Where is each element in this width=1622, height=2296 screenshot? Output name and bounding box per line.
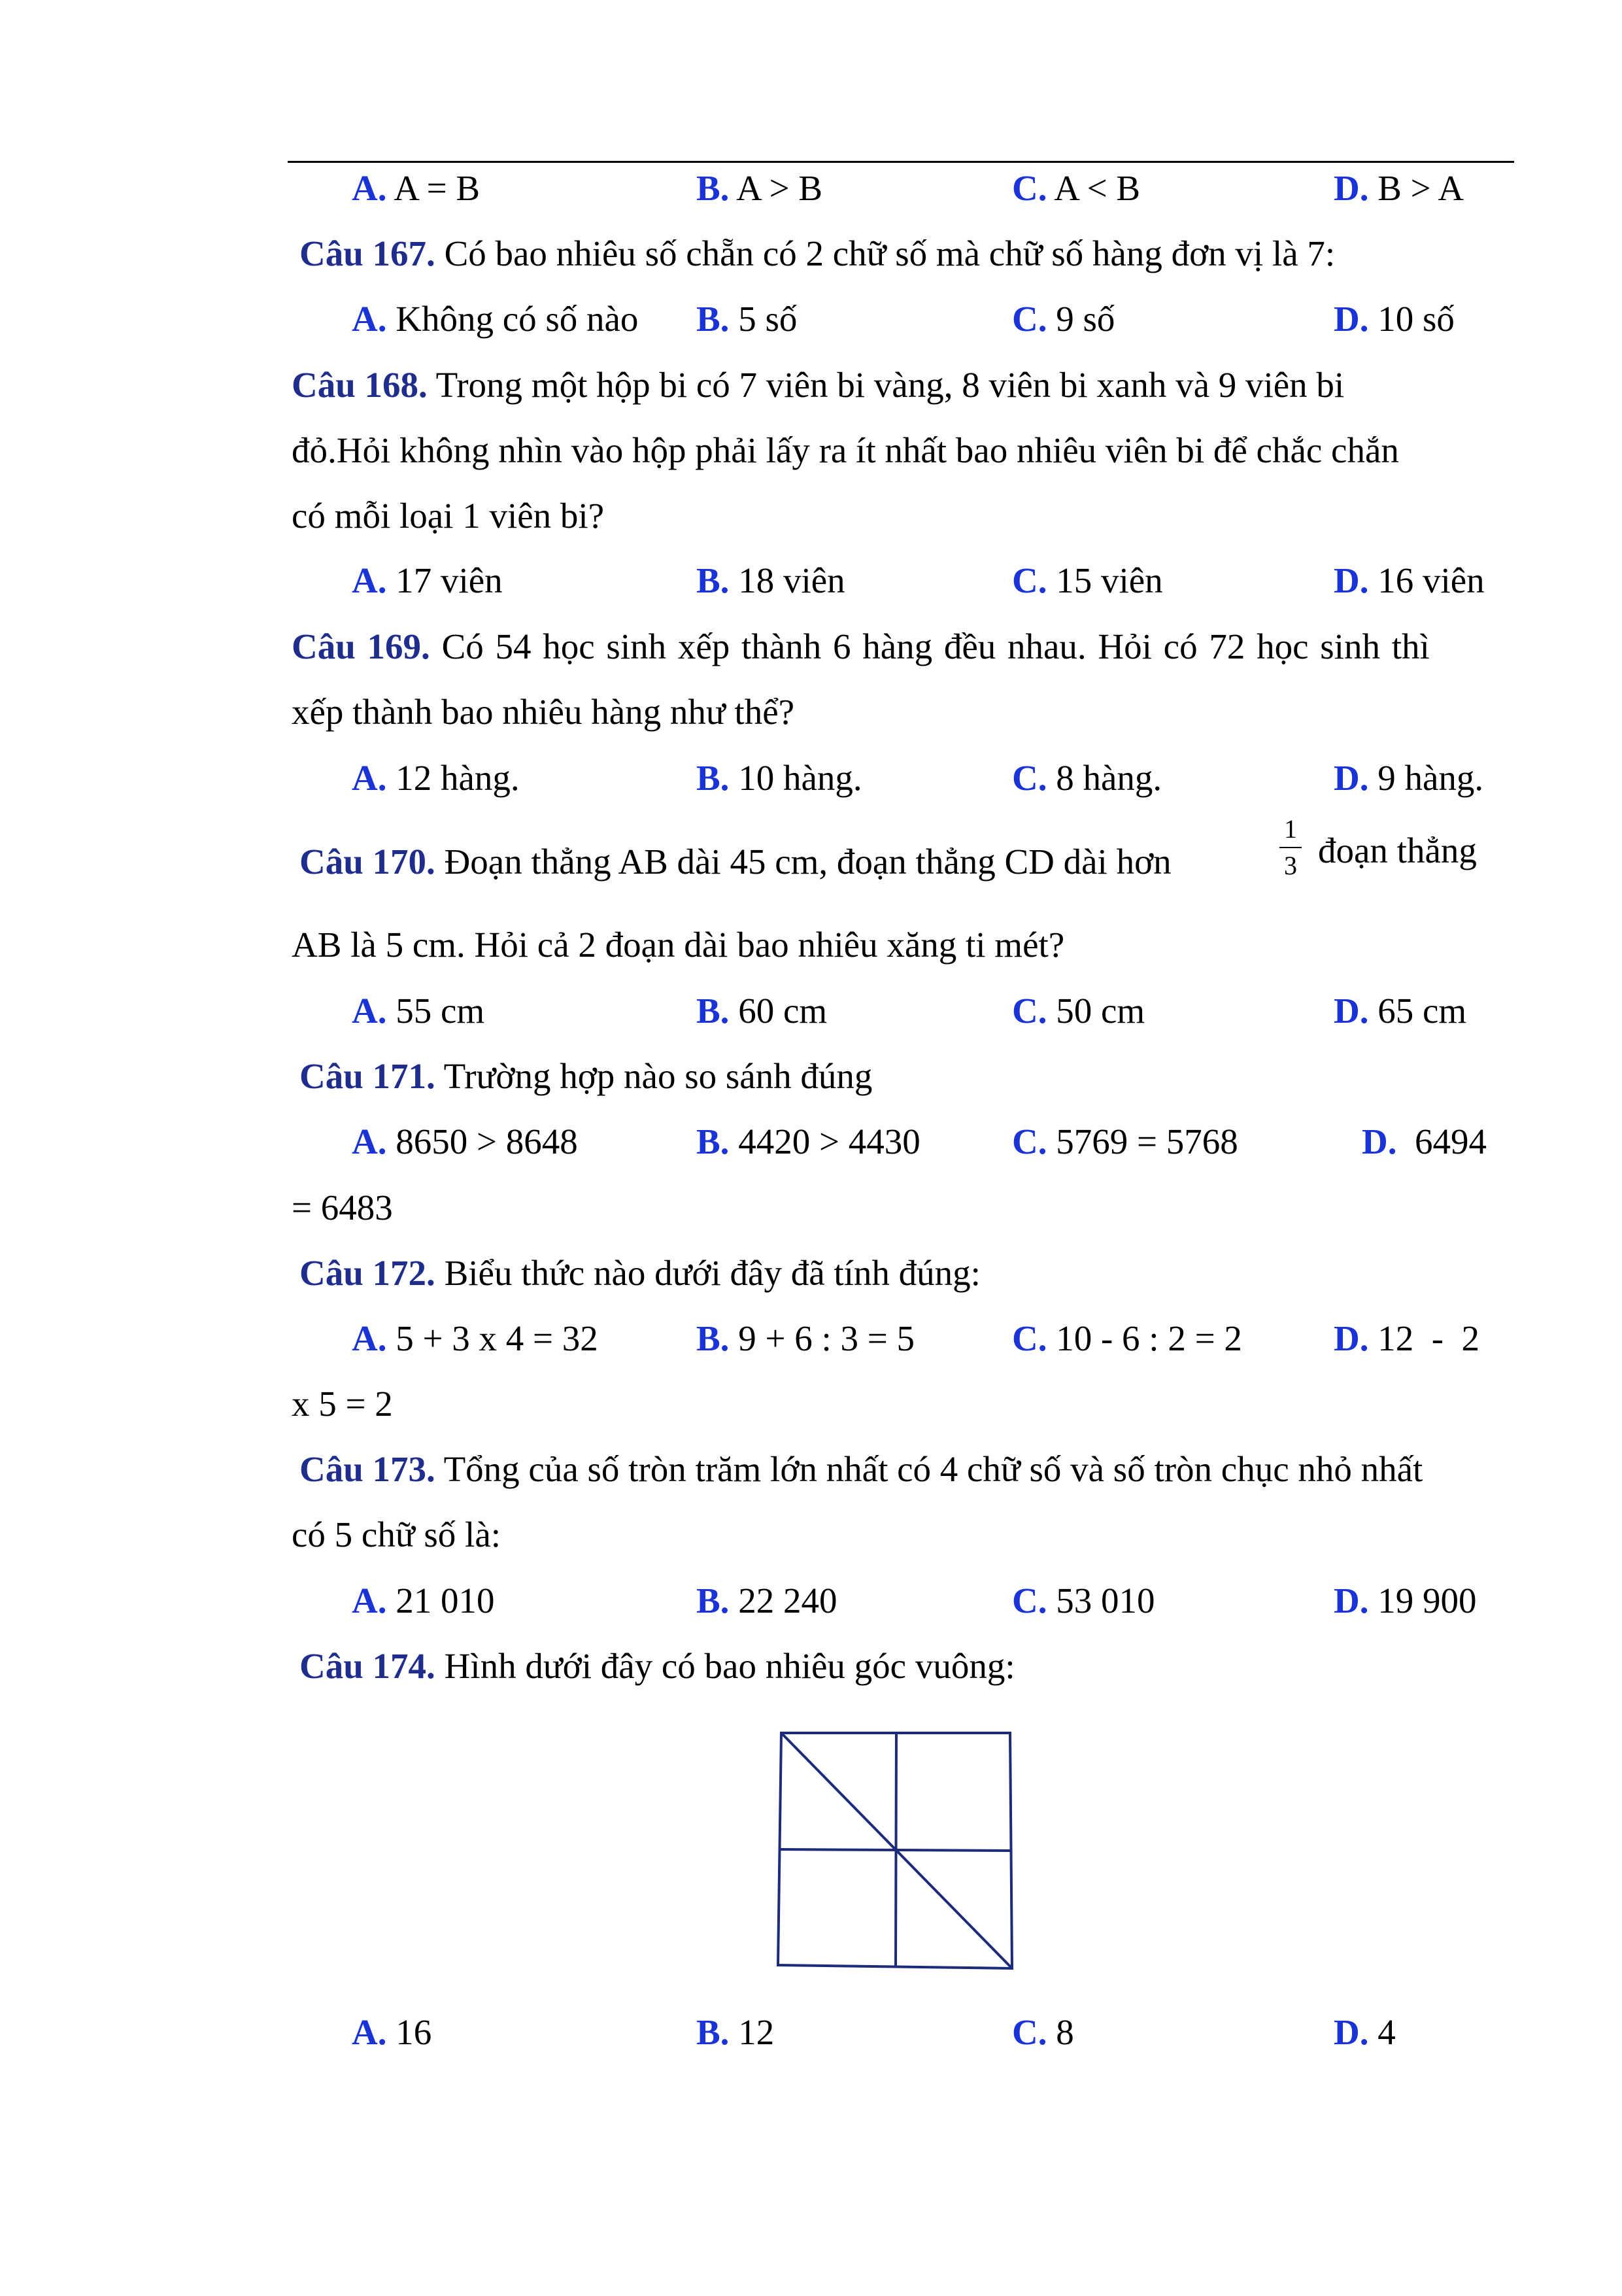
question-170-line2: AB là 5 cm. Hỏi cả 2 đoạn dài bao nhiêu xăng ti mét? [292,925,1065,965]
q174-option-c: C. 8 [1012,2012,1074,2052]
q171-option-d: D. 6494 [1362,1122,1487,1161]
q168-option-d: D. 16 viên [1334,560,1485,600]
q168-option-b: B. 18 viên [696,560,845,600]
q174-option-d: D. 4 [1334,2012,1396,2052]
prev-option-a: A. A = B [352,168,481,208]
q168-option-c: C. 15 viên [1012,560,1163,600]
q171-option-c: C. 5769 = 5768 [1012,1122,1238,1161]
q169-option-d: D. 9 hàng. [1334,758,1484,798]
q172-option-b: B. 9 + 6 : 3 = 5 [696,1318,915,1358]
q167-option-c: C. 9 số [1012,299,1115,339]
question-170-after-fraction: đoạn thẳng [1318,831,1477,870]
q168-option-a: A. 17 viên [352,560,503,600]
fraction-one-third [1276,814,1305,881]
q173-option-c: C. 53 010 [1012,1581,1155,1620]
fraction-denominator: 3 [1284,851,1297,880]
q167-option-d: D. 10 số [1334,299,1455,339]
square-grid-figure [771,1726,1020,1975]
prev-option-b: B. A > B [696,168,823,208]
q170-option-a: A. 55 cm [352,991,485,1031]
q170-option-c: C. 50 cm [1012,991,1145,1031]
question-172: Câu 172. Biểu thức nào dưới đây đã tính đúng: [299,1253,981,1293]
q171-option-b: B. 4420 > 4430 [696,1122,921,1161]
q170-option-b: B. 60 cm [696,991,828,1031]
question-167: Câu 167. Có bao nhiêu số chẵn có 2 chữ số mà chữ số hàng đơn vị là 7: [299,233,1336,273]
question-169: Câu 169. Có 54 học sinh xếp thành 6 hàng đều nhau. Hỏi có 72 học sinh thì [292,626,1430,666]
q169-option-a: A. 12 hàng. [352,758,520,798]
question-173-line2: có 5 chữ số là: [292,1515,501,1554]
q173-option-a: A. 21 010 [352,1581,495,1620]
fraction-numerator: 1 [1284,814,1297,844]
q171-option-d-continued: = 6483 [292,1188,393,1227]
q170-option-d: D. 65 cm [1334,991,1467,1031]
prev-option-c: C. A < B [1012,168,1141,208]
q173-option-d: D. 19 900 [1334,1581,1477,1620]
q173-option-b: B. 22 240 [696,1581,837,1620]
q167-option-b: B. 5 số [696,299,798,339]
q174-option-a: A. 16 [352,2012,432,2052]
question-168-line2: đỏ.Hỏi không nhìn vào hộp phải lấy ra ít nhất bao nhiêu viên bi để chắc chắn [292,430,1399,470]
question-168: Câu 168. Trong một hộp bi có 7 viên bi vàng, 8 viên bi xanh và 9 viên bi [292,365,1345,405]
q172-option-d-continued: x 5 = 2 [292,1384,393,1424]
question-168-line3: có mỗi loại 1 viên bi? [292,496,605,536]
q172-option-d: D. 12 - 2 [1334,1318,1480,1358]
q167-option-a: A. Không có số nào [352,299,639,339]
q171-option-a: A. 8650 > 8648 [352,1122,578,1161]
header-rule [288,161,1514,163]
q169-option-c: C. 8 hàng. [1012,758,1162,798]
question-170: Câu 170. Đoạn thẳng AB dài 45 cm, đoạn thẳng CD dài hơn [299,842,1172,882]
q172-option-a: A. 5 + 3 x 4 = 32 [352,1318,598,1358]
question-169-line2: xếp thành bao nhiêu hàng như thể? [292,692,795,732]
question-173: Câu 173. Tổng của số tròn trăm lớn nhất có 4 chữ số và số tròn chục nhỏ nhất [299,1449,1423,1489]
prev-option-d: D. B > A [1334,168,1464,208]
question-171: Câu 171. Trường hợp nào so sánh đúng [299,1056,873,1096]
q174-option-b: B. 12 [696,2012,775,2052]
q169-option-b: B. 10 hàng. [696,758,862,798]
q172-option-c: C. 10 - 6 : 2 = 2 [1012,1318,1242,1358]
question-174: Câu 174. Hình dưới đây có bao nhiêu góc vuông: [299,1646,1015,1686]
